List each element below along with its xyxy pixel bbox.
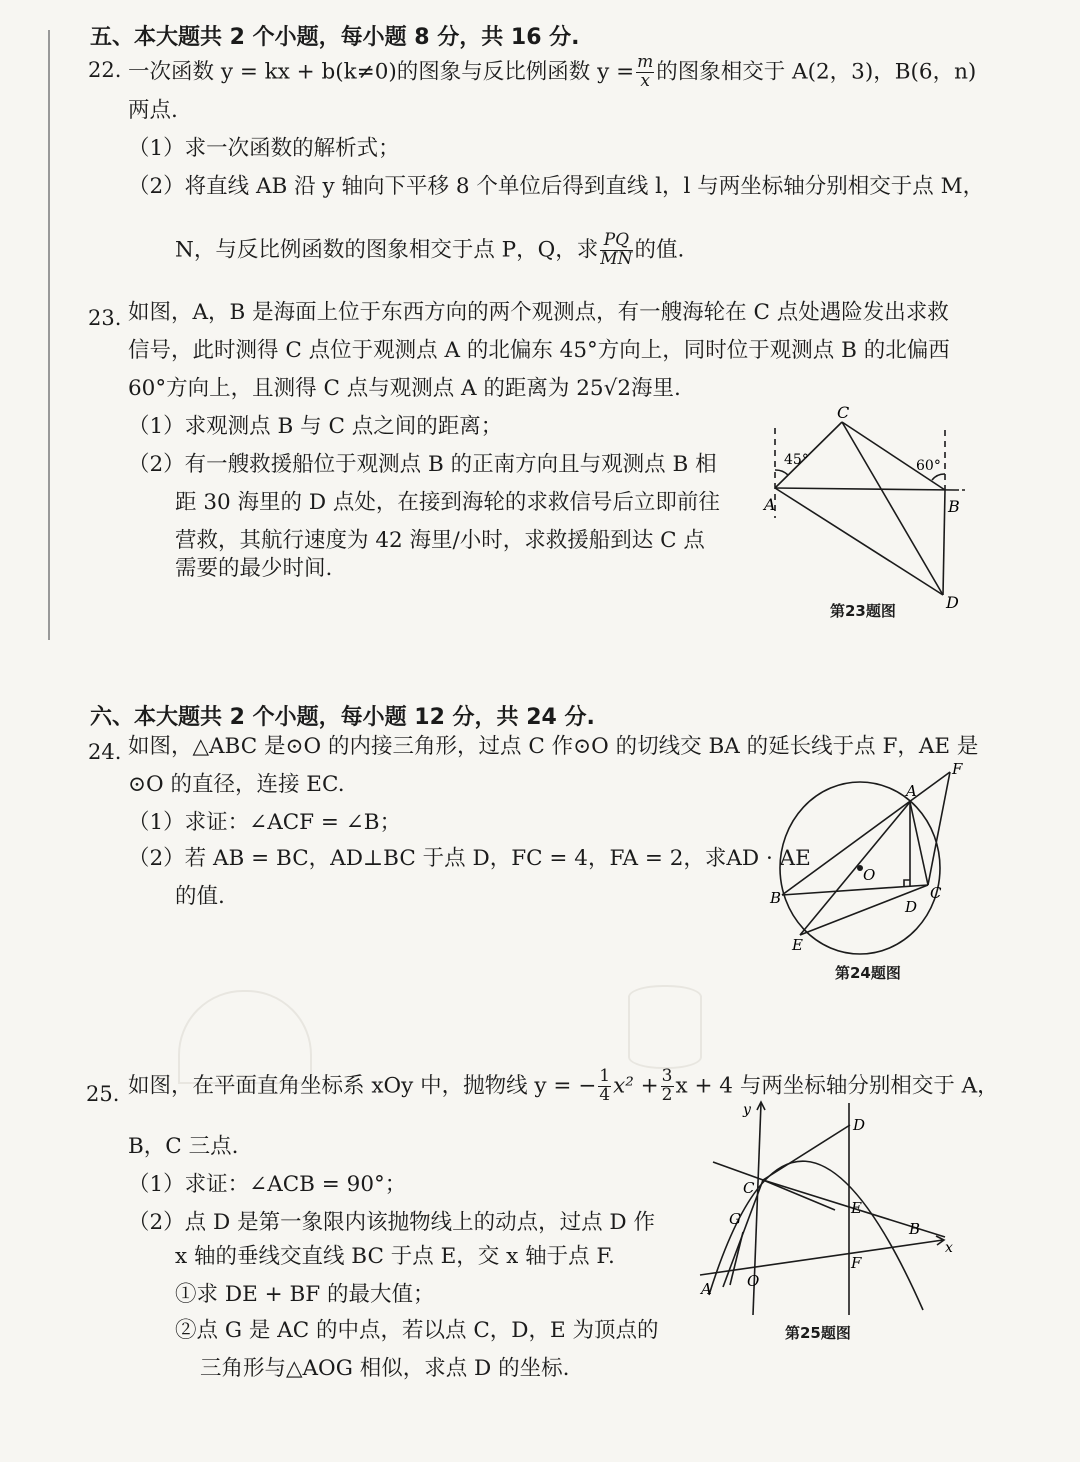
label-g: G — [729, 1210, 741, 1228]
q24-line2: ⊙O 的直径，连接 EC. — [128, 772, 345, 797]
q23-line1: 如图，A，B 是海面上位于东西方向的两个观测点，有一艘海轮在 C 点处遇险发出求救 — [128, 300, 949, 325]
parabola — [709, 1161, 923, 1310]
q25-part2-line2: x 轴的垂线交直线 BC 于点 E，交 x 轴于点 F. — [175, 1244, 615, 1269]
segment-ab — [775, 488, 955, 490]
label-c: C — [837, 403, 850, 422]
q23-part2-line4: 需要的最少时间. — [175, 556, 333, 581]
q23-part2-line3: 营救，其航行速度为 42 海里/小时，求救援船到达 C 点 — [175, 528, 705, 553]
angle-arc-b — [932, 474, 945, 480]
label-b: B — [909, 1220, 921, 1238]
q23-part2-line1: （2）有一艘救援船位于观测点 B 的正南方向且与观测点 B 相 — [128, 452, 717, 477]
q22-stem-line2: 两点. — [128, 98, 178, 123]
q23-caption: 第23题图 — [830, 602, 896, 620]
q24-number: 24. — [88, 740, 122, 764]
fraction: $\frac{m}{x}$ — [637, 52, 654, 91]
segment-og — [730, 1232, 743, 1285]
q25-part1: （1）求证：∠ACB = 90°； — [128, 1172, 407, 1197]
label-f: F — [851, 1254, 862, 1272]
angle-arc-a — [775, 470, 788, 475]
segment-ae — [800, 802, 910, 935]
q24-figure — [760, 760, 980, 960]
segment-ac — [910, 802, 928, 885]
segment-cd — [842, 422, 943, 595]
fraction: $\frac{1}{4}$ — [599, 1066, 611, 1105]
q24-part2-line2: 的值. — [175, 884, 225, 909]
q22-part2-line1: （2）将直线 AB 沿 y 轴向下平移 8 个单位后得到直线 l，l 与两坐标轴分别相交于点 M， — [128, 174, 985, 199]
label-60: 60° — [916, 458, 941, 474]
segment-bd — [943, 490, 945, 595]
q25-part2-line4: ②点 G 是 AC 的中点，若以点 C，D，E 为顶点的 — [175, 1318, 659, 1343]
label-x: x — [945, 1240, 953, 1256]
label-d: D — [946, 593, 959, 612]
fraction: $\frac{3}{2}$ — [661, 1066, 673, 1105]
label-e: E — [851, 1199, 862, 1217]
q24-caption: 第24题图 — [835, 964, 901, 982]
label-a: A — [906, 782, 917, 800]
q23-part1: （1）求观测点 B 与 C 点之间的距离； — [128, 414, 503, 439]
q23-line3: 60°方向上，且测得 C 点与观测点 A 的距离为 25√2海里. — [128, 376, 681, 401]
q22-stem-line1: 一次函数 y = kx + b(k≠0)的图象与反比例函数 y = $\frac{m}{x}$ 的图象相交于 A(2，3)，B(6，n) — [128, 52, 977, 91]
segment-cb — [842, 422, 945, 490]
segment-cg — [713, 1162, 763, 1180]
q23-part2-line2: 距 30 海里的 D 点处，在接到海轮的求救信号后立即前往 — [175, 490, 720, 515]
section-6-title: 六、本大题共 2 个小题，每小题 12 分，共 24 分. — [90, 705, 595, 730]
label-f: F — [952, 760, 963, 778]
q24-part1: （1）求证：∠ACF = ∠B； — [128, 810, 402, 835]
q25-part2-line3: ①求 DE + BF 的最大值； — [175, 1282, 435, 1307]
q23-line2: 信号，此时测得 C 点位于观测点 A 的北偏东 45°方向上，同时位于观测点 B 的北偏西 — [128, 338, 950, 363]
segment-ad — [775, 488, 943, 595]
bleed-through-shape — [628, 985, 702, 1069]
label-y: y — [743, 1102, 751, 1118]
q25-part2-line5: 三角形与△AOG 相似，求点 D 的坐标. — [200, 1356, 570, 1381]
q25-part2-line1: （2）点 D 是第一象限内该抛物线上的动点，过点 D 作 — [128, 1210, 655, 1235]
label-a: A — [701, 1280, 712, 1298]
fraction: $\frac{PQ}{MN}$ — [600, 230, 633, 269]
label-d: D — [853, 1116, 866, 1134]
label-d: D — [905, 898, 918, 916]
q25-figure — [695, 1100, 965, 1320]
q25-line2: B，C 三点. — [128, 1134, 239, 1159]
q25-caption: 第25题图 — [785, 1324, 851, 1342]
label-a: A — [764, 495, 776, 514]
q22-part1: （1）求一次函数的解析式； — [128, 136, 400, 161]
label-c: C — [930, 884, 942, 902]
label-b: B — [948, 497, 960, 516]
label-o: O — [747, 1272, 760, 1290]
section-5-title: 五、本大题共 2 个小题，每小题 8 分，共 16 分. — [90, 25, 580, 50]
binding-line — [48, 30, 50, 640]
segment-ce-diag — [763, 1180, 835, 1210]
q22-number: 22. — [88, 58, 122, 82]
q22-part2-line2: N，与反比例函数的图象相交于点 P，Q，求 $\frac{PQ}{MN}$ 的值. — [175, 230, 685, 269]
label-b: B — [770, 889, 782, 907]
label-45: 45° — [784, 452, 809, 468]
label-e: E — [792, 936, 803, 954]
q23-figure — [760, 400, 980, 630]
q24-part2-line1: （2）若 AB = BC，AD⊥BC 于点 D，FC = 4，FA = 2，求AD · AE — [128, 846, 811, 871]
q25-number: 25. — [86, 1082, 120, 1106]
segment-cd — [763, 1125, 850, 1180]
label-o: O — [863, 866, 876, 884]
q24-line1: 如图，△ABC 是⊙O 的内接三角形，过点 C 作⊙O 的切线交 BA 的延长线于点 F，AE 是 — [128, 734, 979, 759]
q23-number: 23. — [88, 306, 122, 330]
label-c: C — [743, 1179, 755, 1197]
q25-line1: 如图，在平面直角坐标系 xOy 中，抛物线 y = − $\frac{1}{4}$ x² + $\frac{3}{2}$ x + 4 与两坐标轴分别相交于 A， — [128, 1066, 999, 1105]
